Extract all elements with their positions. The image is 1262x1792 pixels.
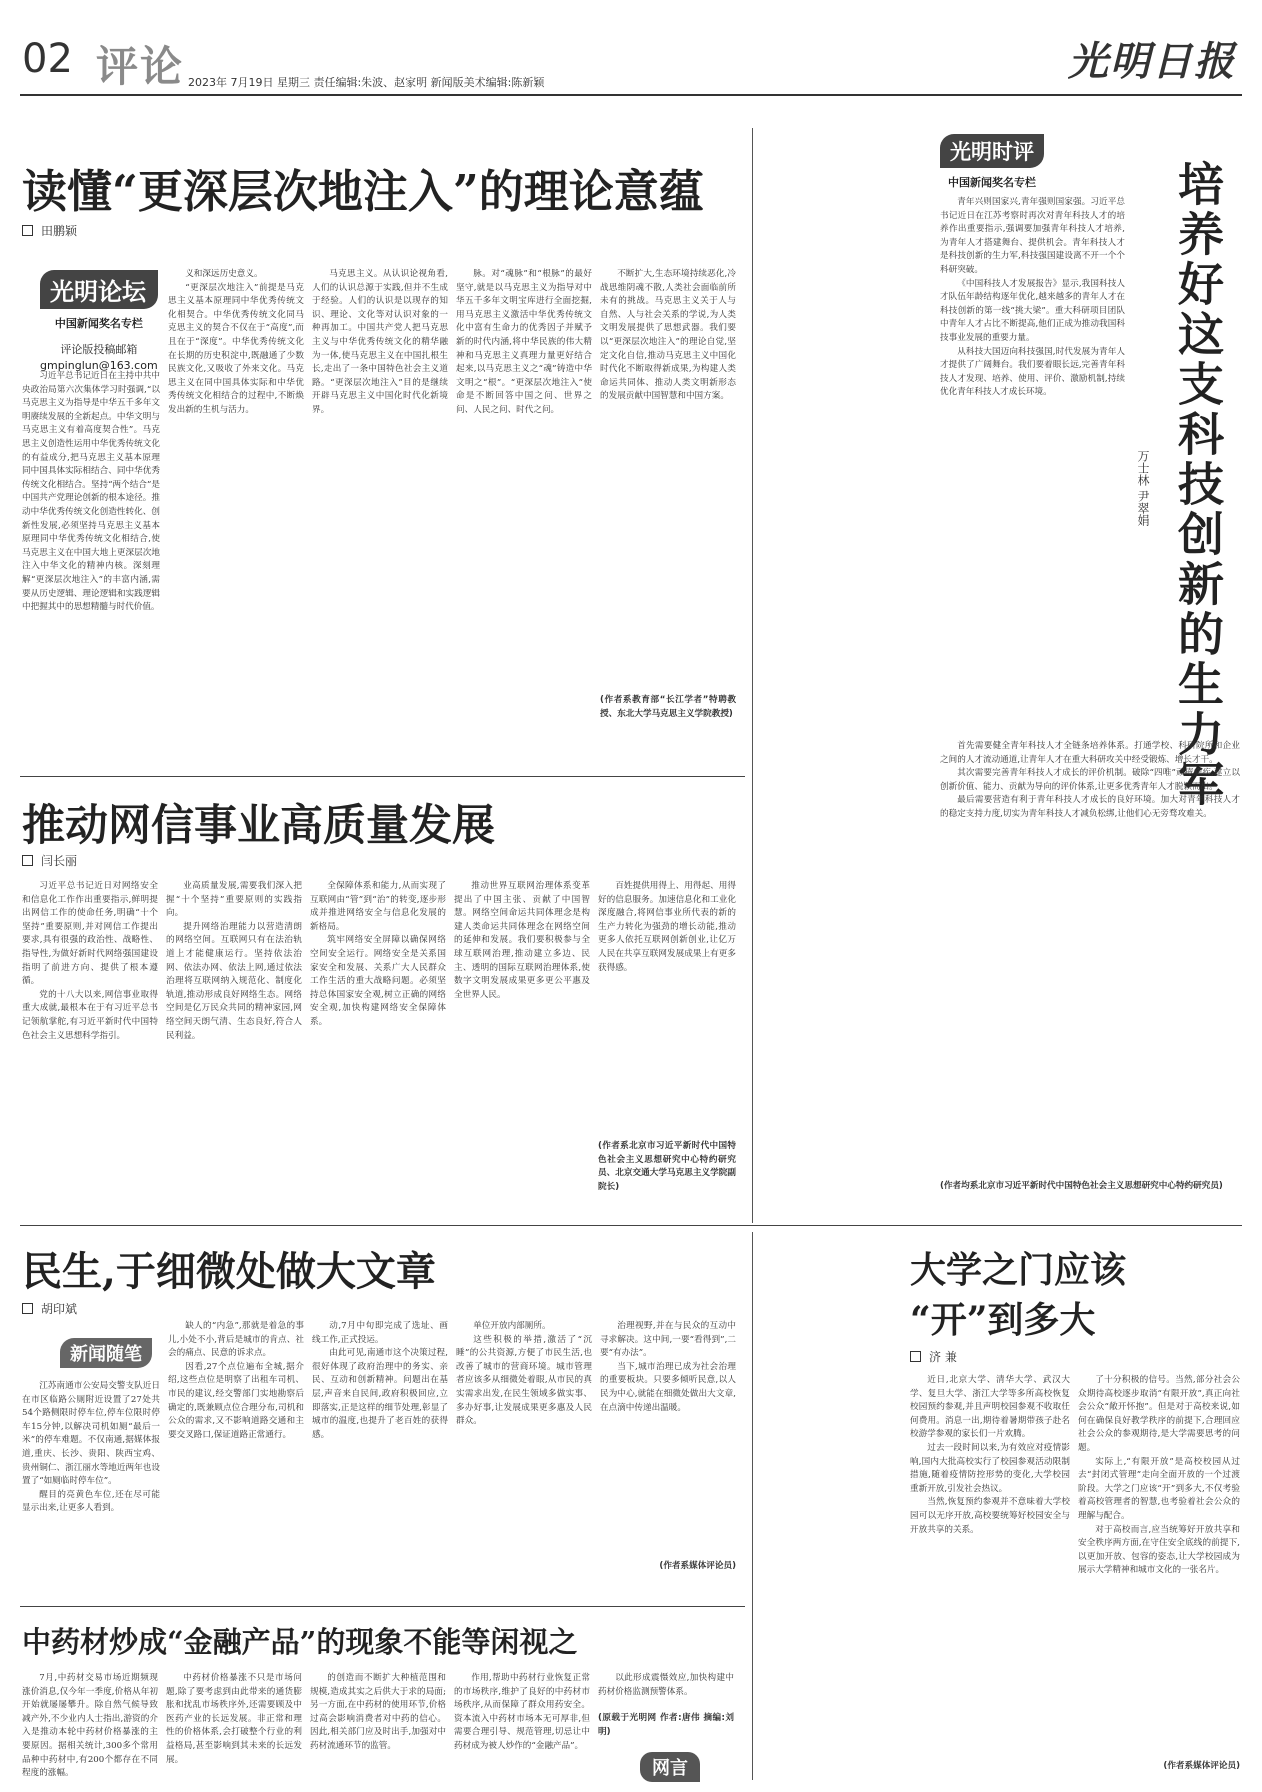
sidebar2-col2: 了十分积极的信号。当然,部分社会公众期待高校逐步取消“有限开放”,真正向社会公众“敞开怀抱”。但是对于高校来说,如何在确保良好教学秩序的前提下,合理回应社会公众的参观期待,是大学需要思考的问题。 实际上,“有限开放”是高校校园从过去“封闭式管理”走向全面开放的一个过渡阶段。大学之门应该“开”到多大,不仅考验着高校管理者的智慧,也考验着社会公众的理解与配合。 对于高校而言,应当统筹好开放共享和安全秩序两方面,在守住安全底线的前提下,以更加开放、包容的姿态,让大学校园成为展示大学精神和城市文化的一张名片。 (1078, 1375, 1240, 1576)
sidebar-byline: 万士林 尹翠娟 (1136, 450, 1150, 526)
article2-title: 推动网信事业高质量发展 (22, 801, 495, 851)
header-rule (20, 94, 1242, 96)
badge-title: 新闻随笔 (60, 1338, 152, 1368)
article3-byline: 胡印斌 (22, 1300, 77, 1317)
article2-col2: 业高质量发展,需要我们深入把握“十个坚持”重要原则的实践指向。 提升网络治理能力以营造清朗的网络空间。互联网只有在法治轨道上才能健康运行。坚持依法治网、依法办网、依法上网,通过依法治理将互联网纳入规范化、制度化轨道,推动形成良好网络生态。网络空间是亿万民众共同的精神家园,网络空间天朗气清、生态良好,符合人民利益。 (166, 881, 302, 1041)
guangming-luntan-badge (40, 270, 158, 372)
paper-logo: 光明日报 (1068, 38, 1236, 85)
news-essay-badge (60, 1338, 152, 1368)
article2-col1: 习近平总书记近日对网络安全和信息化工作作出重要指示,鲜明提出网信工作的使命任务,明确“十个坚持”重要原则,并对网信工作提出要求,具有很强的政治性、战略性、指导性,为做好新时代网络强国建设指明了前进方向、提供了根本遵循。 党的十八大以来,网信事业取得重大成就,最根本在于有习近平总书记领航掌舵,有习近平新时代中国特色社会主义思想科学指引。 (22, 881, 158, 1041)
article3-col3: 动,7月中旬即完成了选址、画线工作,正式投运。 由此可见,南通市这个决策过程,很好体现了政府治理中的务实、亲民、互动和创新精神。问题出在基层,声音来自民间,政府积极回应,立即落实,正是这样的细节处理,彰显了城市的温度,也提升了老百姓的获得感。 (312, 1321, 448, 1440)
badge-subtitle: 中国新闻奖名专栏 (54, 317, 143, 330)
article3-col4: 单位开放内部厕所。 这些积极的举措,激活了“沉睡”的公共资源,方便了市民生活,也改善了城市的营商环境。城市管理者应该多从细微处着眼,从市民的真实需求出发,在民生领域多做实事、多办好事,让发展成果更多惠及人民群众。 (456, 1321, 592, 1427)
column-divider (752, 1232, 753, 1780)
article4-author-note: (原载于光明网 作者:唐伟 摘编:刘明) (598, 1713, 734, 1737)
badge-title: 光明时评 (940, 134, 1044, 168)
guangming-shiping-badge (940, 134, 1044, 190)
article4-col2: 中药材价格暴涨不只是市场问题,除了要考虑到由此带来的通货膨胀和扰乱市场秩序外,还需要顾及中医药产业的长远发展。非正常和理性的价格体系,会打破整个行业的利益格局,甚至影响到其未来的长远发展。 (166, 1673, 302, 1765)
sidebar-title: 培养好这支科技创新的生力军 (1171, 160, 1225, 810)
article1-col5: 不断扩大,生态环境持续恶化,冷战思维阴魂不散,人类社会面临前所未有的挑战。马克思主义关于人与自然、人与社会关系的学说,为人类文明发展提供了思想武器。我们要以“更深层次地注入”的理论自觉,坚定文化自信,推动马克思主义中国化时代化不断取得新成果,为构建人类命运共同体、推动人类文明新形态的发展贡献中国智慧和中国方案。 (600, 269, 736, 402)
article1-col1: 习近平总书记近日在主持中共中央政治局第六次集体学习时强调,“以马克思主义为指导是中华五千多年文明赓续发展的全新起点。中华文明与马克思主义有着高度契合性”。马克思主义创造性运用中华优秀传统文化的有益成分,把马克思主义基本原理同中国具体实际相结合、同中华优秀传统文化相结合。坚持“两个结合”是中国共产党理论创新的根本途径。推动中华优秀传统文化创造性转化、创新性发展,必须坚持马克思主义基本原理同中华优秀传统文化相结合,使马克思主义在中国大地上更深层次地注入中华文化的精神内核。深刻理解“更深层次地注入”的丰富内涵,需要从历史逻辑、理论逻辑和实践逻辑中把握其中的思想精髓与时代价值。 (22, 371, 160, 613)
article3-col5: 治理视野,并在与民众的互动中寻求解决。这中间,一要“看得到”,二要“有办法”。 当下,城市治理已成为社会治理的重要板块。只要多倾听民意,以人民为中心,就能在细微处做出大文章,在点滴中传递出温暖。 (600, 1321, 736, 1413)
sidebar2-author-note: (作者系媒体评论员) (1163, 1761, 1240, 1771)
page-number: 02 (22, 36, 73, 82)
article2-author-note: (作者系北京市习近平新时代中国特色社会主义思想研究中心特约研究员、北京交通大学马克思主义学院副院长) (598, 1141, 736, 1192)
article3-col1: 江苏南通市公安局交警支队近日在市区临路公厕附近设置了27处共54个路侧限时停车位,停车位限时停车15分钟,以解决司机如厕“最后一米”的停车难题。不仅南通,据媒体报道,重庆、长沙、贵阳、陕西宝鸡、贵州铜仁、浙江丽水等地近两年也设置了“如厕临时停车位”。 醒目的亮黄色车位,还在尽可能显示出来,让更多人看到。 (22, 1381, 160, 1514)
divider (20, 1606, 745, 1607)
badge-subtitle: 中国新闻奖名专栏 (948, 176, 1036, 189)
article1-col3: 马克思主义。从认识论视角看,人们的认识总源于实践,但并不生成于经验。人们的认识是以现存的知识、理论、文化等对认识对象的一种再加工。中国共产党人把马克思主义与中华优秀传统文化的精华融为一体,使马克思主义在中国扎根生长,走出了一条中国特色社会主义道路。“更深层次地注入”目的是继续开辟马克思主义中国化时代化新境界。 (312, 269, 448, 415)
article2-col3: 全保障体系和能力,从而实现了互联网由“管”到“治”的转变,逐步形成并推进网络安全与信息化发展的新格局。 筑牢网络安全屏障以确保网络空间安全运行。网络安全是关系国家安全和发展、关系广大人民群众工作生活的重大战略问题。必须坚持总体国家安全观,树立正确的网络安全观,加快构建网络安全保障体系。 (310, 881, 446, 1027)
article1-author-note: (作者系教育部“长江学者”特聘教授、东北大学马克思主义学院教授) (600, 695, 736, 719)
divider (20, 1225, 1242, 1226)
sidebar2-title-line1: 大学之门应该 (910, 1249, 1127, 1291)
column-divider (752, 128, 753, 1223)
sidebar-col-upper: 青年兴则国家兴,青年强则国家强。习近平总书记近日在江苏考察时再次对青年科技人才的培养作出重要指示,强调要加强青年科技人才培养,为青年人才搭建舞台、提供机会。青年科技人才是科技创新的生力军,科技强国建设离不开一个个科研突破。 《中国科技人才发展报告》显示,我国科技人才队伍年龄结构逐年优化,越来越多的青年人才在科技创新的第一线“挑大梁”。重大科研项目团队中青年人才占比不断提高,他们正成为推动我国科技事业发展的重要力量。 从科技大国迈向科技强国,时代发展为青年人才提供了广阔舞台。我们要着眼长远,完善青年科技人才发现、培养、使用、评价、激励机制,持续优化青年科技人才成长环境。 (940, 197, 1125, 398)
article1-col2: 义和深远历史意义。 “更深层次地注入”前提是马克思主义基本原理同中华优秀传统文化相契合。中华优秀传统文化同马克思主义的契合不仅在于“高度”,而且在于“深度”。中华优秀传统文化在长期的历史积淀中,既融通了少数民族文化,又吸收了外来文化。马克思主义在同中国具体实际和中华优秀传统文化相结合的过程中,不断焕发出新的生机与活力。 (168, 269, 304, 415)
article3-author-note: (作者系媒体评论员) (659, 1561, 736, 1571)
sidebar2-byline: 济 兼 (910, 1348, 957, 1365)
date-line: 2023年 7月19日 星期三 责任编辑:朱波、赵家明 新闻版美术编辑:陈新颖 (188, 76, 545, 89)
article1-byline: 田鹏颖 (22, 222, 77, 239)
article1-title: 读懂“更深层次地注入”的理论意蕴 (22, 165, 704, 218)
wangyan-label: 网言 (640, 1752, 700, 1782)
contact-email: gmpinglun@163.com (40, 359, 158, 372)
sidebar2-col1: 近日,北京大学、清华大学、武汉大学、复旦大学、浙江大学等多所高校恢复校园预约参观,并且声明校园参观不收取任何费用。消息一出,期待着暑期带孩子赴名校游学参观的家长们一片欢腾。 过去一段时间以来,为有效应对疫情影响,国内大批高校实行了校园参观活动限制措施,随着疫情防控形势的变化,大学校园重新开放,引发社会热议。 当然,恢复预约参观并不意味着大学校园可以无序开放,高校要统筹好校园安全与开放共享的关系。 (910, 1375, 1070, 1535)
article4-title: 中药材炒成“金融产品”的现象不能等闲视之 (22, 1625, 578, 1659)
sidebar2-title-line2: “开”到多大 (910, 1299, 1096, 1341)
sidebar-col-lower: 首先需要健全青年科技人才全链条培养体系。打通学校、科研院所和企业之间的人才流动通道,让青年人才在重大科研攻关中经受锻炼、增长才干。 其次需要完善青年科技人才成长的评价机制。破除“四唯”顽瘴痼疾,建立以创新价值、能力、贡献为导向的评价体系,让更多优秀青年人才脱颖而出。 最后需要营造有利于青年科技人才成长的良好环境。加大对青年科技人才的稳定支持力度,切实为青年科技人才减负松绑,让他们心无旁骛攻难关。 (940, 741, 1240, 819)
badge-title: 光明论坛 (40, 270, 158, 309)
article4-col5: 以此形成震慑效应,加快构建中药材价格监测预警体系。 (598, 1673, 734, 1697)
article2-byline: 闫长丽 (22, 852, 77, 869)
article2-col4: 推动世界互联网治理体系变革提出了中国主张、贡献了中国智慧。网络空间命运共同体理念是构建人类命运共同体理念在网络空间的延伸和发展。我们要积极参与全球互联网治理,推动建立多边、民主、透明的国际互联网治理体系,使数字文明发展成果更多更公平惠及全世界人民。 (454, 881, 590, 1000)
divider (20, 776, 745, 777)
article4-col3: 的创造而不断扩大种植范围和规模,造成其实之后供大于求的局面;另一方面,在中药材的使用环节,价格过高会影响消费者对中药的信心。因此,相关部门应及时出手,加强对中药材流通环节的监管。 (310, 1673, 446, 1751)
section-title: 评论 (96, 42, 185, 91)
sidebar-author-note: (作者均系北京市习近平新时代中国特色社会主义思想研究中心特约研究员) (940, 1181, 1223, 1191)
article2-col5: 百姓提供用得上、用得起、用得好的信息服务。加速信息化和工业化深度融合,将网信事业所代表的新的生产力转化为强劲的增长动能,推动更多人依托互联网创新创业,让亿万人民在共享互联网发展成果上有更多获得感。 (598, 881, 736, 973)
article4-col1: 7月,中药材交易市场近期频现涨价消息,仅今年一季度,价格从年初开始就屡屡攀升。除自然气候导致减产外,不少业内人士指出,游资的介入是推动本轮中药材价格暴涨的主要原因。据相关统计,300多个常用品种中药材中,有200个都存在不同程度的涨幅。 (22, 1673, 158, 1779)
article4-col4: 作用,帮助中药材行业恢复正常的市场秩序,维护了良好的中药材市场秩序,从而保障了群众用药安全。资本流入中药材市场本无可厚非,但需要合理引导、规范管理,切忌让中药材成为被人炒作的“金融产品”。 (454, 1673, 590, 1751)
contact-label: 评论版投稿邮箱 (60, 343, 138, 356)
article3-col2: 缺人的“内急”,那就是着急的事儿,小处不小,背后是城市的肯点、社会的痛点、民意的诉求点。 因看,27个点位遍布全城,据介绍,这些点位是明察了出租车司机、市民的建议,经交警部门实地勘察后确定的,既兼顾点位合理分布,司机和公众的需求,又不影响道路交通和主要交叉路口,保证道路正常通行。 (168, 1321, 304, 1440)
article1-col4: 脉。对“魂脉”和“根脉”的最好坚守,就是以马克思主义为指导对中华五千多年文明宝库进行全面挖掘,用马克思主义激活中华优秀传统文化中富有生命力的优秀因子并赋予新的时代内涵,将中华民族的伟大精神和马克思主义真理力量更好结合起来,以马克思主义之“魂”铸造中华文明之“根”。“更深层次地注入”使命是不断回答中国之问、世界之问、人民之问、时代之问。 (456, 269, 592, 415)
article3-title: 民生,于细微处做大文章 (22, 1248, 436, 1295)
